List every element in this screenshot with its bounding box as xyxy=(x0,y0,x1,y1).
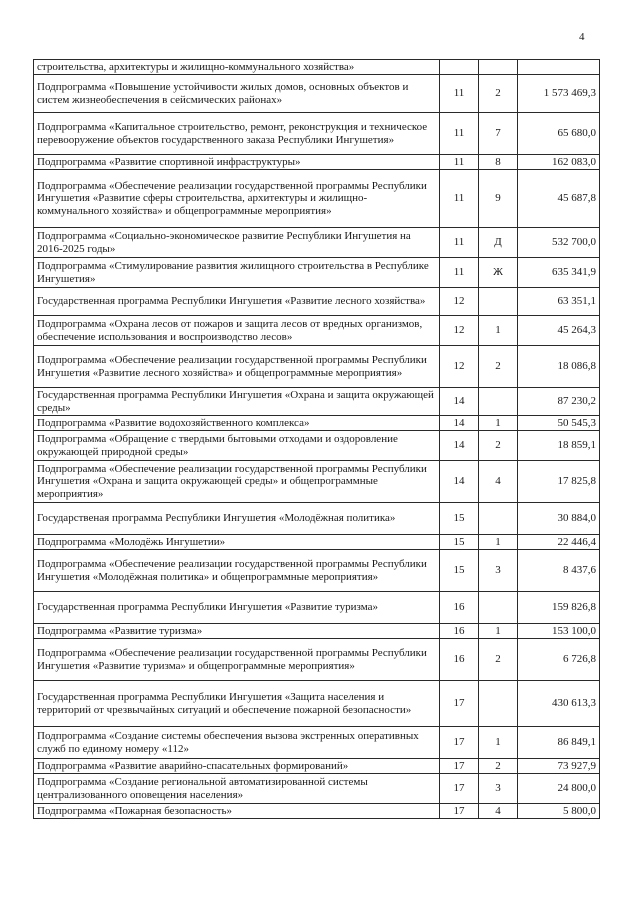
table-row xyxy=(34,416,600,431)
row-program-code: 14 xyxy=(440,416,479,431)
budget-table xyxy=(33,59,600,819)
row-name: Подпрограмма «Обеспечение реализации государственной программы Республики Ингушетия «Развитие туризма» и общепрограммные мероприятия» xyxy=(34,639,440,681)
table-row xyxy=(34,550,600,592)
row-name: Государственная программа Республики Ингушетия «Охрана и защита окружающей среды» xyxy=(34,388,440,416)
row-amount: 17 825,8 xyxy=(518,461,600,503)
table-row xyxy=(34,258,600,288)
row-subprogram-code xyxy=(479,288,518,316)
row-name: Государственная программа Республики Ингушетия «Развитие лесного хозяйства» xyxy=(34,288,440,316)
row-subprogram-code: 2 xyxy=(479,431,518,461)
row-name: Подпрограмма «Создание региональной автоматизированной системы централизованного оповещения населения» xyxy=(34,774,440,804)
row-program-code: 15 xyxy=(440,550,479,592)
row-amount: 30 884,0 xyxy=(518,503,600,535)
row-subprogram-code: 3 xyxy=(479,774,518,804)
table-row xyxy=(34,170,600,228)
row-name: Государственая программа Республики Ингушетия «Молодёжная политика» xyxy=(34,503,440,535)
table-row xyxy=(34,155,600,170)
row-program-code: 11 xyxy=(440,113,479,155)
row-name: Подпрограмма «Капитальное строительство, ремонт, реконструкция и техническое перевооружение объектов государственного заказа Республики Ингушетия» xyxy=(34,113,440,155)
row-amount: 50 545,3 xyxy=(518,416,600,431)
row-program-code xyxy=(440,60,479,75)
table-row xyxy=(34,60,600,75)
row-name: Государственная программа Республики Ингушетия «Защита населения и территорий от чрезвычайных ситуаций и обеспечение пожарной безопасности» xyxy=(34,681,440,727)
row-subprogram-code: Д xyxy=(479,228,518,258)
row-subprogram-code: 9 xyxy=(479,170,518,228)
row-name: Подпрограмма «Обеспечение реализации государственной программы Республики Ингушетия «Охрана и защита окружающей среды» и общепрограммные мероприятия» xyxy=(34,461,440,503)
row-subprogram-code: 2 xyxy=(479,759,518,774)
row-amount: 22 446,4 xyxy=(518,535,600,550)
row-amount: 1 573 469,3 xyxy=(518,75,600,113)
page-number: 4 xyxy=(579,31,585,43)
row-amount: 153 100,0 xyxy=(518,624,600,639)
row-subprogram-code: 2 xyxy=(479,346,518,388)
table-row xyxy=(34,727,600,759)
row-program-code: 17 xyxy=(440,774,479,804)
row-subprogram-code xyxy=(479,503,518,535)
table-row xyxy=(34,228,600,258)
row-program-code: 16 xyxy=(440,639,479,681)
row-amount: 159 826,8 xyxy=(518,592,600,624)
table-row xyxy=(34,503,600,535)
row-program-code: 14 xyxy=(440,431,479,461)
row-program-code: 11 xyxy=(440,228,479,258)
table-row xyxy=(34,804,600,819)
table-row xyxy=(34,461,600,503)
row-program-code: 17 xyxy=(440,804,479,819)
table-row xyxy=(34,639,600,681)
row-subprogram-code: 4 xyxy=(479,461,518,503)
row-amount xyxy=(518,60,600,75)
row-amount: 45 264,3 xyxy=(518,316,600,346)
table-row xyxy=(34,681,600,727)
row-amount: 73 927,9 xyxy=(518,759,600,774)
row-amount: 18 086,8 xyxy=(518,346,600,388)
row-program-code: 14 xyxy=(440,461,479,503)
table-row xyxy=(34,774,600,804)
row-program-code: 11 xyxy=(440,155,479,170)
row-name: Подпрограмма «Обеспечение реализации государственной программы Республики Ингушетия «Развитие лесного хозяйства» и общепрограммные мероприятия» xyxy=(34,346,440,388)
row-name: Подпрограмма «Развитие туризма» xyxy=(34,624,440,639)
row-amount: 162 083,0 xyxy=(518,155,600,170)
row-subprogram-code: 4 xyxy=(479,804,518,819)
row-amount: 86 849,1 xyxy=(518,727,600,759)
row-name: Подпрограмма «Создание системы обеспечения вызова экстренных оперативных служб по единому номеру «112» xyxy=(34,727,440,759)
row-name: Подпрограмма «Обеспечение реализации государственной программы Республики Ингушетия «Развитие сферы строительства, архитектуры и жилищно-коммунального хозяйства» и общепрограммные мероприятия» xyxy=(34,170,440,228)
table-row xyxy=(34,346,600,388)
row-name: Подпрограмма «Молодёжь Ингушетии» xyxy=(34,535,440,550)
row-program-code: 12 xyxy=(440,346,479,388)
row-name: Подпрограмма «Социально-экономическое развитие Республики Ингушетия на 2016-2025 годы» xyxy=(34,228,440,258)
row-subprogram-code: 8 xyxy=(479,155,518,170)
row-amount: 5 800,0 xyxy=(518,804,600,819)
row-subprogram-code: 7 xyxy=(479,113,518,155)
table-row xyxy=(34,75,600,113)
row-program-code: 17 xyxy=(440,727,479,759)
row-program-code: 15 xyxy=(440,503,479,535)
row-subprogram-code: 1 xyxy=(479,316,518,346)
row-subprogram-code xyxy=(479,388,518,416)
table-row xyxy=(34,113,600,155)
row-amount: 6 726,8 xyxy=(518,639,600,681)
row-amount: 24 800,0 xyxy=(518,774,600,804)
row-program-code: 11 xyxy=(440,258,479,288)
row-program-code: 15 xyxy=(440,535,479,550)
row-amount: 430 613,3 xyxy=(518,681,600,727)
row-name: строительства, архитектуры и жилищно-коммунального хозяйства» xyxy=(34,60,440,75)
row-subprogram-code xyxy=(479,592,518,624)
table-row xyxy=(34,288,600,316)
row-subprogram-code: 1 xyxy=(479,624,518,639)
row-amount: 8 437,6 xyxy=(518,550,600,592)
row-subprogram-code: 3 xyxy=(479,550,518,592)
table-row xyxy=(34,592,600,624)
row-amount: 45 687,8 xyxy=(518,170,600,228)
table-row xyxy=(34,316,600,346)
row-subprogram-code: 1 xyxy=(479,416,518,431)
row-subprogram-code xyxy=(479,60,518,75)
row-name: Государственная программа Республики Ингушетия «Развитие туризма» xyxy=(34,592,440,624)
row-amount: 18 859,1 xyxy=(518,431,600,461)
row-program-code: 16 xyxy=(440,592,479,624)
row-subprogram-code: Ж xyxy=(479,258,518,288)
row-name: Подпрограмма «Развитие спортивной инфраструктуры» xyxy=(34,155,440,170)
row-name: Подпрограмма «Охрана лесов от пожаров и защита лесов от вредных организмов, обеспечение использования и воспроизводство лесов» xyxy=(34,316,440,346)
row-program-code: 12 xyxy=(440,316,479,346)
row-program-code: 11 xyxy=(440,170,479,228)
table-row xyxy=(34,624,600,639)
row-amount: 635 341,9 xyxy=(518,258,600,288)
table-row xyxy=(34,431,600,461)
row-amount: 87 230,2 xyxy=(518,388,600,416)
row-amount: 65 680,0 xyxy=(518,113,600,155)
row-program-code: 16 xyxy=(440,624,479,639)
row-name: Подпрограмма «Развитие аварийно-спасательных формирований» xyxy=(34,759,440,774)
row-subprogram-code xyxy=(479,681,518,727)
table-row xyxy=(34,388,600,416)
row-program-code: 11 xyxy=(440,75,479,113)
row-subprogram-code: 1 xyxy=(479,535,518,550)
row-program-code: 17 xyxy=(440,681,479,727)
row-program-code: 17 xyxy=(440,759,479,774)
table-row xyxy=(34,759,600,774)
table-row xyxy=(34,535,600,550)
row-name: Подпрограмма «Обращение с твердыми бытовыми отходами и оздоровление окружающей природной среды» xyxy=(34,431,440,461)
row-name: Подпрограмма «Развитие водохозяйственного комплекса» xyxy=(34,416,440,431)
row-program-code: 14 xyxy=(440,388,479,416)
row-name: Подпрограмма «Стимулирование развития жилищного строительства в Республике Ингушетия» xyxy=(34,258,440,288)
row-name: Подпрограмма «Обеспечение реализации государственной программы Республики Ингушетия «Молодёжная политика» и общепрограммные мероприятия» xyxy=(34,550,440,592)
row-subprogram-code: 1 xyxy=(479,727,518,759)
row-program-code: 12 xyxy=(440,288,479,316)
row-amount: 532 700,0 xyxy=(518,228,600,258)
row-name: Подпрограмма «Повышение устойчивости жилых домов, основных объектов и систем жизнеобеспечения в сейсмических районах» xyxy=(34,75,440,113)
row-amount: 63 351,1 xyxy=(518,288,600,316)
row-subprogram-code: 2 xyxy=(479,75,518,113)
row-name: Подпрограмма «Пожарная безопасность» xyxy=(34,804,440,819)
row-subprogram-code: 2 xyxy=(479,639,518,681)
